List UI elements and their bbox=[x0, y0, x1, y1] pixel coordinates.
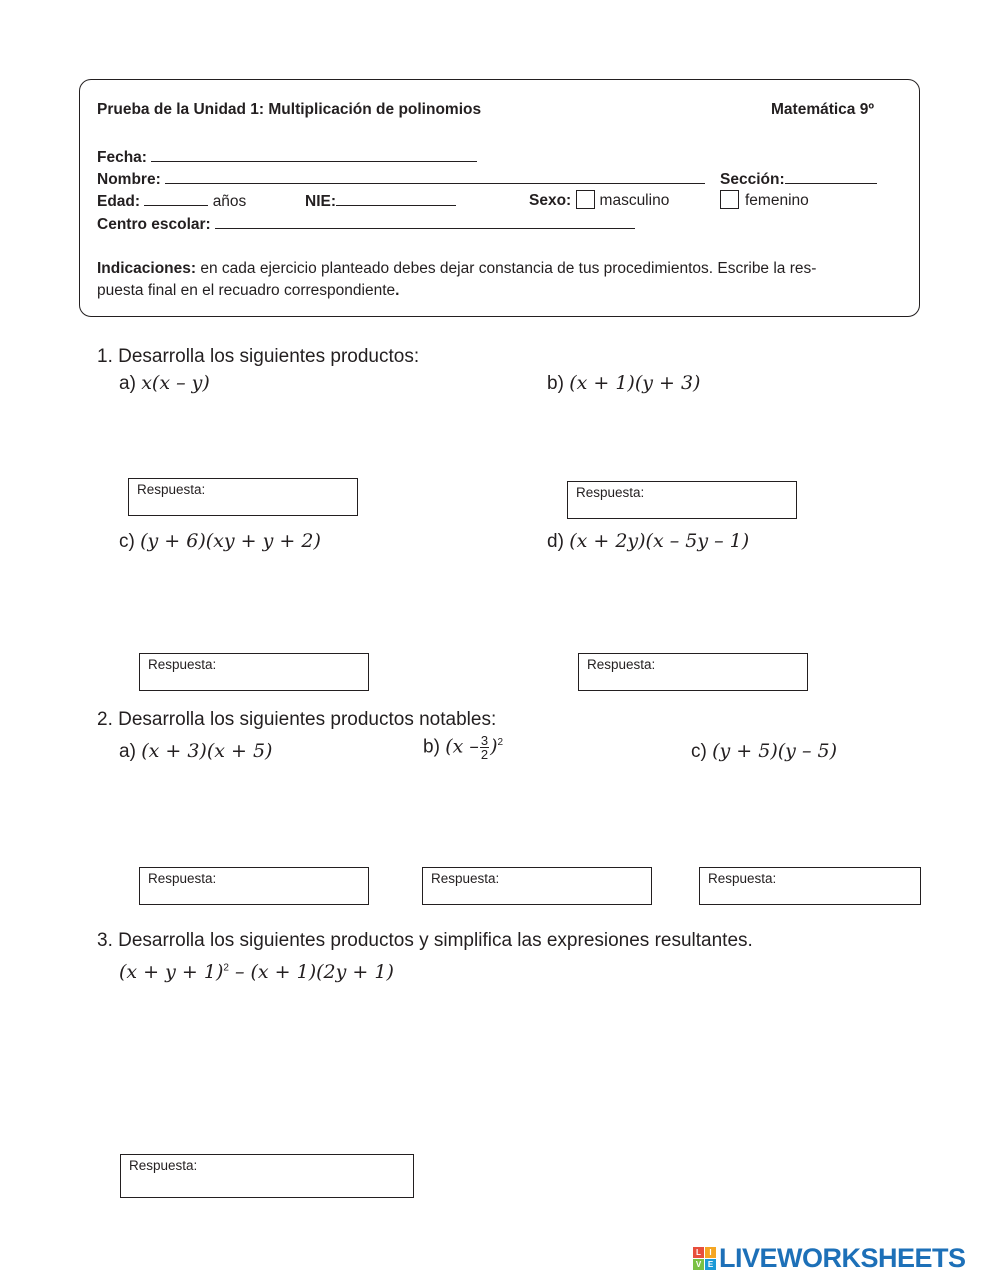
q2b-expression-post: ) bbox=[490, 735, 498, 758]
edad-field[interactable] bbox=[144, 190, 208, 206]
liveworksheets-logo[interactable] bbox=[693, 1243, 966, 1274]
q2b-denominator: 2 bbox=[480, 747, 489, 762]
logo-mark-e: E bbox=[705, 1259, 716, 1270]
q1c-label: c) bbox=[119, 531, 135, 552]
q1d-label: d) bbox=[547, 531, 564, 552]
q3-expression-pre: (x + y + 1) bbox=[119, 961, 224, 983]
masculino-label: masculino bbox=[599, 192, 670, 209]
nombre-label: Nombre: bbox=[97, 171, 161, 188]
q2a bbox=[119, 740, 272, 763]
q3-expression bbox=[119, 961, 394, 984]
fecha-label: Fecha: bbox=[97, 149, 147, 166]
centro-field[interactable] bbox=[215, 213, 635, 229]
q2b-label: b) bbox=[423, 736, 440, 758]
q2b-exponent: 2 bbox=[497, 737, 504, 749]
masculino-checkbox[interactable] bbox=[576, 190, 595, 209]
answer-label: Respuesta: bbox=[576, 485, 645, 500]
q1a bbox=[119, 372, 210, 395]
edad-row bbox=[97, 190, 246, 211]
q2b-numerator: 3 bbox=[480, 733, 489, 748]
logo-mark-v: V bbox=[693, 1259, 704, 1270]
q1d bbox=[547, 530, 749, 553]
anos-label: años bbox=[212, 193, 247, 210]
q2a-label: a) bbox=[119, 741, 136, 762]
femenino-label: femenino bbox=[745, 192, 809, 209]
q1b-label: b) bbox=[547, 373, 564, 394]
seccion-row bbox=[720, 168, 877, 189]
seccion-field[interactable] bbox=[785, 168, 877, 184]
worksheet-title: Prueba de la Unidad 1: Multiplicación de polinomios bbox=[97, 101, 482, 118]
q1c-expression: (y + 6)(xy + y + 2) bbox=[140, 530, 321, 552]
q1d-answer-box[interactable] bbox=[578, 653, 808, 691]
indicaciones-text-2: puesta final en el recuadro correspondiente bbox=[97, 282, 396, 299]
answer-label: Respuesta: bbox=[148, 871, 217, 886]
q1b-expression: (x + 1)(y + 3) bbox=[569, 372, 701, 394]
femenino-row bbox=[720, 190, 809, 210]
sexo-row bbox=[529, 190, 669, 210]
q3-title: 3. Desarrolla los siguientes productos y simplifica las expresiones resultantes. bbox=[97, 930, 753, 951]
indicaciones-text-1: en cada ejercicio planteado debes dejar constancia de tus procedimientos. Escribe la res- bbox=[200, 260, 817, 277]
q1a-expression: x(x – y) bbox=[141, 372, 210, 394]
q1b-answer-box[interactable] bbox=[567, 481, 797, 519]
q2b-answer-box[interactable] bbox=[422, 867, 652, 905]
nombre-row bbox=[97, 168, 705, 189]
fecha-row bbox=[97, 146, 477, 167]
centro-row bbox=[97, 213, 635, 234]
indicaciones bbox=[97, 258, 816, 302]
logo-mark-l: L bbox=[693, 1247, 704, 1258]
answer-label: Respuesta: bbox=[708, 871, 777, 886]
subject-label: Matemática 9º bbox=[771, 101, 875, 118]
answer-label: Respuesta: bbox=[148, 657, 217, 672]
q2b-expression-pre: (x – bbox=[445, 735, 479, 758]
logo-mark-i: I bbox=[705, 1247, 716, 1258]
centro-label: Centro escolar: bbox=[97, 216, 211, 233]
q3-expression-post: – (x + 1)(2y + 1) bbox=[228, 961, 394, 983]
q1a-label: a) bbox=[119, 373, 136, 394]
q2-title: 2. Desarrolla los siguientes productos notables: bbox=[97, 709, 497, 730]
fecha-field[interactable] bbox=[151, 146, 477, 162]
q1-title: 1. Desarrolla los siguientes productos: bbox=[97, 346, 420, 367]
q3-answer-box[interactable] bbox=[120, 1154, 414, 1198]
q2c-label: c) bbox=[691, 741, 707, 762]
nie-field[interactable] bbox=[336, 190, 456, 206]
q1c bbox=[119, 530, 321, 553]
q2a-answer-box[interactable] bbox=[139, 867, 369, 905]
logo-mark-icon bbox=[693, 1247, 716, 1270]
edad-label: Edad: bbox=[97, 193, 141, 210]
q2c-answer-box[interactable] bbox=[699, 867, 921, 905]
q2a-expression: (x + 3)(x + 5) bbox=[141, 740, 273, 762]
nie-label: NIE: bbox=[305, 193, 336, 210]
q2b bbox=[423, 734, 503, 761]
q1a-answer-box[interactable] bbox=[128, 478, 358, 516]
answer-label: Respuesta: bbox=[137, 482, 206, 497]
nombre-field[interactable] bbox=[165, 168, 705, 184]
indicaciones-label: Indicaciones: bbox=[97, 260, 197, 277]
q1d-expression: (x + 2y)(x – 5y – 1) bbox=[569, 530, 750, 552]
q2b-fraction bbox=[480, 734, 489, 761]
answer-label: Respuesta: bbox=[587, 657, 656, 672]
logo-text: LIVEWORKSHEETS bbox=[719, 1243, 966, 1273]
seccion-label: Sección: bbox=[720, 171, 785, 188]
q2c-expression: (y + 5)(y – 5) bbox=[712, 740, 837, 762]
femenino-checkbox[interactable] bbox=[720, 190, 739, 209]
sexo-label: Sexo: bbox=[529, 192, 572, 209]
q1c-answer-box[interactable] bbox=[139, 653, 369, 691]
indicaciones-period: . bbox=[395, 282, 400, 299]
answer-label: Respuesta: bbox=[431, 871, 500, 886]
answer-label: Respuesta: bbox=[129, 1158, 198, 1173]
q3-exponent: 2 bbox=[223, 962, 229, 974]
q1b bbox=[547, 372, 700, 395]
q2c bbox=[691, 740, 837, 763]
nie-row bbox=[305, 190, 456, 211]
